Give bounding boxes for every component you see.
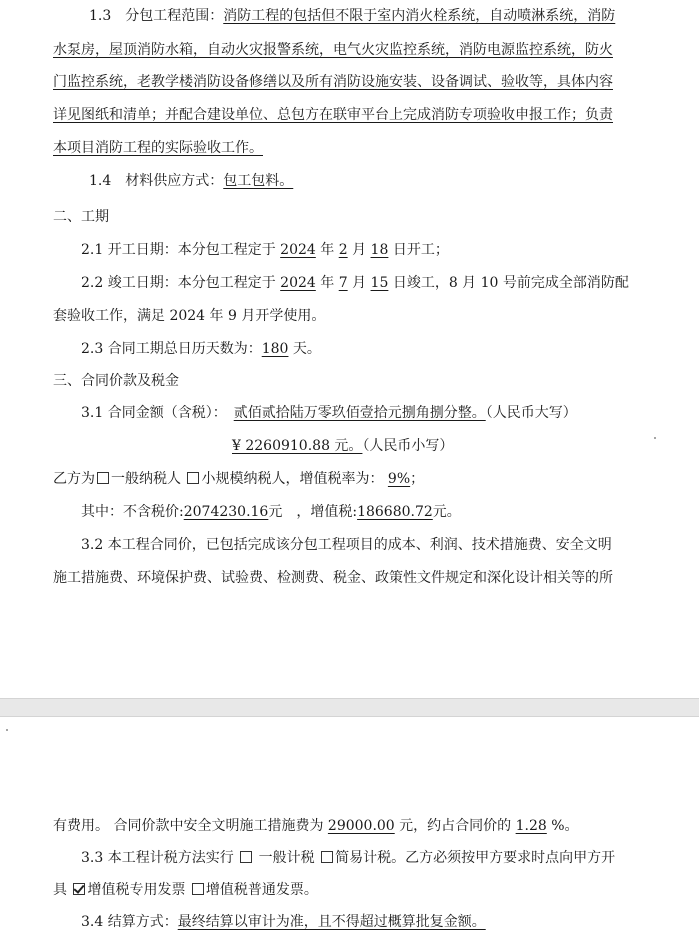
clause-2-1 xyxy=(81,240,449,260)
clause-3-4 xyxy=(81,912,486,932)
price-breakdown-line xyxy=(81,502,461,522)
taxpayer-type-line xyxy=(53,469,424,489)
amount-in-words-note: （人民币大写） xyxy=(485,405,577,421)
clause-3-2-continued xyxy=(53,816,579,836)
clause-1-4 xyxy=(89,171,293,191)
clause-1-3-line-2: 水泵房，屋顶消防水箱，自动火灾报警系统，电气火灾监控系统，消防电源监控系统，防火 xyxy=(53,42,613,58)
amount-in-figures-line xyxy=(232,436,453,456)
clause-3-3-text: 具 xyxy=(53,882,67,898)
clause-1-3-line-1 xyxy=(89,6,615,26)
taxpayer-suffix: ； xyxy=(410,471,425,487)
margin-mark xyxy=(654,437,656,439)
amount-in-figures-note: （人民币小写） xyxy=(362,438,454,454)
clause-2-1-text: 月 xyxy=(347,242,371,258)
vat-suffix: 元。 xyxy=(432,504,461,520)
clause-1-3-text: 消防工程的包括但不限于室内消火栓系统，自动喷淋系统，消防 xyxy=(223,8,616,24)
general-tax-method-checkbox[interactable] xyxy=(240,851,252,863)
clause-2-1-text: 2.1 开工日期：本分包工程定于 xyxy=(81,242,281,258)
clause-1-4-lead: 1.4 材料供应方式： xyxy=(89,173,224,189)
taxpayer-label: 乙方为 xyxy=(53,471,95,487)
page-break xyxy=(0,698,699,717)
vat-rate: 9% xyxy=(387,471,411,487)
settlement-method-value: 最终结算以审计为准，且不得超过概算批复金额。 xyxy=(177,914,486,930)
clause-3-1 xyxy=(81,403,577,423)
clause-3-3-text: 3.3 本工程计税方法实行 xyxy=(81,850,234,866)
margin-mark xyxy=(6,729,8,731)
safety-fee: 29000.00 xyxy=(327,818,395,834)
clause-3-2-cont-text: 有费用。 合同价款中安全文明施工措施费为 xyxy=(53,818,328,834)
small-scale-taxpayer-checkbox[interactable] xyxy=(187,472,199,484)
pre-tax-label: 其中：不含税价: xyxy=(81,504,184,520)
vat-label: 元 ，增值税: xyxy=(268,504,358,520)
clause-1-3-line-3: 门监控系统，老教学楼消防设备修缮以及所有消防设施安装、设备调试、验收等，具体内容 xyxy=(53,74,613,90)
vat-special-invoice-checkbox[interactable] xyxy=(73,883,85,895)
pre-tax-price: 2074230.16 xyxy=(183,504,269,520)
vat-special-invoice-label: 增值税专用发票 xyxy=(87,882,186,898)
vat-amount: 186680.72 xyxy=(357,504,433,520)
clause-2-2-line-2: 套验收工作，满足 2024 年 9 月开学使用。 xyxy=(53,308,326,324)
amount-in-figures: ¥ 2260910.88 元。 xyxy=(232,438,363,454)
clause-2-2-text: 日竣工，8 月 10 号前完成全部消防配 xyxy=(388,275,629,291)
safety-fee-percent: 1.28 xyxy=(515,818,547,834)
general-taxpayer-checkbox[interactable] xyxy=(97,472,109,484)
clause-3-2-cont-text: 元，约占合同价的 xyxy=(394,818,516,834)
clause-2-3-text: 2.3 合同工期总日历天数为： xyxy=(81,341,262,357)
start-year: 2024 xyxy=(280,242,316,258)
clause-3-2-cont-text: %。 xyxy=(546,818,579,834)
clause-2-3 xyxy=(81,339,321,359)
end-day: 15 xyxy=(370,275,389,291)
small-scale-taxpayer-label: 小规模纳税人，增值税率为： xyxy=(201,471,384,487)
clause-1-3-line-4: 详见图纸和清单；并配合建设单位、总包方在联审平台上完成消防专项验收申报工作；负责 xyxy=(53,107,613,123)
start-month: 2 xyxy=(338,242,348,258)
clause-3-3-line-1 xyxy=(81,848,615,868)
clause-2-3-text: 天。 xyxy=(288,341,321,357)
vat-normal-invoice-label: 增值税普通发票。 xyxy=(205,882,318,898)
section-3-heading: 三、合同价款及税金 xyxy=(53,373,179,389)
clause-3-2-line-2: 施工措施费、环境保护费、试验费、检测费、税金、政策性文件规定和深化设计相关等的所 xyxy=(53,570,613,586)
general-taxpayer-label: 一般纳税人 xyxy=(111,471,181,487)
start-day: 18 xyxy=(370,242,389,258)
amount-in-words: 贰佰贰拾陆万零玖佰壹拾元捌角捌分整。 xyxy=(233,405,486,421)
clause-2-2-text: 2.2 竣工日期：本分包工程定于 xyxy=(81,275,281,291)
clause-3-3-line-2 xyxy=(53,880,318,900)
simple-tax-method-label: 简易计税。乙方必须按甲方要求时点向甲方开 xyxy=(335,850,616,866)
clause-1-3-line-5: 本项目消防工程的实际验收工作。 xyxy=(53,140,263,156)
section-2-heading: 二、工期 xyxy=(53,209,109,225)
clause-2-1-text: 年 xyxy=(315,242,339,258)
material-supply-value: 包工包料。 xyxy=(223,173,294,189)
clause-3-2-line-1: 3.2 本工程合同价，已包括完成该分包工程项目的成本、利润、技术措施费、安全文明 xyxy=(81,537,612,553)
general-tax-method-label: 一般计税 xyxy=(258,850,315,866)
clause-2-1-text: 日开工； xyxy=(388,242,449,258)
clause-1-3-lead: 1.3 分包工程范围： xyxy=(89,8,224,24)
total-days: 180 xyxy=(261,341,289,357)
clause-2-2-text: 年 xyxy=(315,275,339,291)
vat-normal-invoice-checkbox[interactable] xyxy=(192,883,204,895)
clause-2-2-text: 月 xyxy=(347,275,371,291)
end-year: 2024 xyxy=(280,275,316,291)
simple-tax-method-checkbox[interactable] xyxy=(321,851,333,863)
clause-2-2 xyxy=(81,273,629,293)
end-month: 7 xyxy=(338,275,348,291)
clause-3-1-text: 3.1 合同金额（含税）： xyxy=(81,405,234,421)
clause-3-4-lead: 3.4 结算方式： xyxy=(81,914,178,930)
